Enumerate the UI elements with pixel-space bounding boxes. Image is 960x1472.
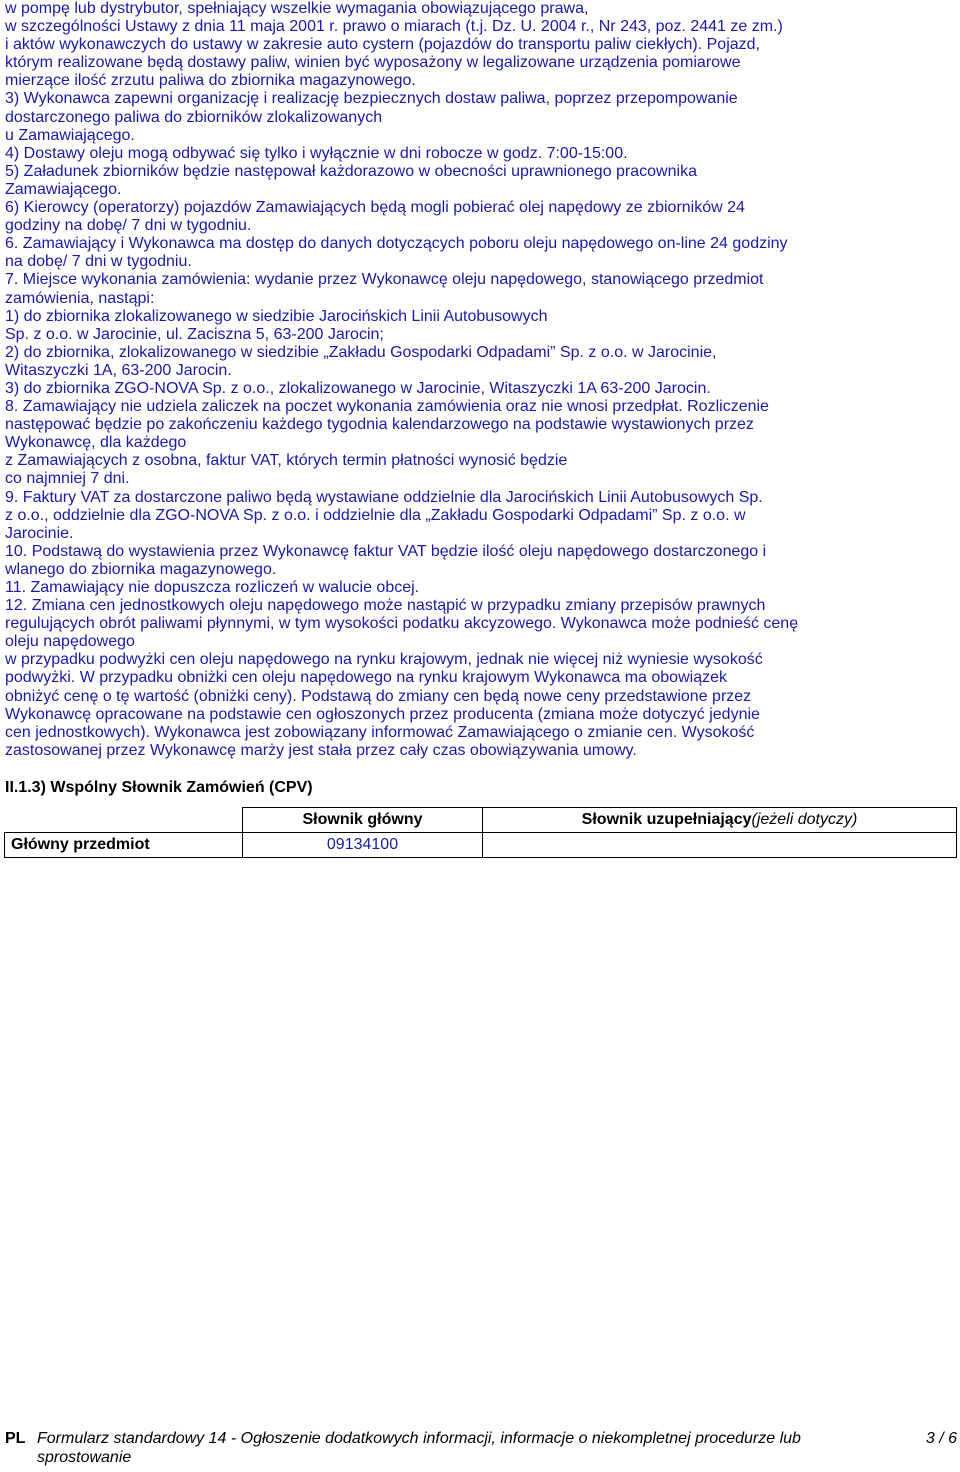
cpv-table-corner [5,808,243,833]
body-text-line: Witaszyczki 1A, 63-200 Jarocin. [5,361,232,379]
body-text-line: 7. Miejsce wykonania zamówienia: wydanie przez Wykonawcę oleju napędowego, stanowiącego przedmiot [5,271,764,289]
body-text-line: następować będzie po zakończeniu każdego tygodnia kalendarzowego na podstawie wystawionych przez [5,416,754,434]
cpv-header-main-dictionary: Słownik główny [243,808,483,833]
footer-page-number: 3 / 6 [925,1430,957,1447]
cpv-main-code: 09134100 [243,833,483,858]
body-text-line: z o.o., oddzielnie dla ZGO-NOVA Sp. z o.o. i oddzielnie dla „Zakładu Gospodarki Odpadami” Sp. z o.o. w [5,506,746,524]
body-text-line: godziny na dobę/ 7 dni w tygodniu. [5,217,252,235]
body-text-line: zastosowanej przez Wykonawcę marży jest stała przez cały czas obowiązywania umowy. [5,741,637,759]
body-text-line: i aktów wykonawczych do ustawy w zakresie auto cystern (pojazdów do transportu paliw ciekłych). Pojazd, [5,36,760,54]
body-text-line: w pompę lub dystrybutor, spełniający wszelkie wymagania obowiązującego prawa, [5,0,589,17]
body-text-line: 2) do zbiornika, zlokalizowanego w siedzibie „Zakładu Gospodarki Odpadami” Sp. z o.o. w Jarocinie, [5,343,717,361]
body-text-line: 10. Podstawą do wystawienia przez Wykonawcę faktur VAT będzie ilość oleju napędowego dostarczonego i [5,542,767,560]
body-text-line: wlanego do zbiornika magazynowego. [5,560,277,578]
cpv-header-supp-label: Słownik uzupełniający [581,811,752,828]
body-text-line: 1) do zbiornika zlokalizowanego w siedzibie Jarocińskich Linii Autobusowych [5,307,548,325]
body-text-line: z Zamawiających z osobna, faktur VAT, których termin płatności wynosić będzie [5,452,568,470]
body-text-line: zamówienia, nastąpi: [5,289,155,307]
body-text-line: cen jednostkowych). Wykonawca jest zobowiązany informować Zamawiającego o zmianie cen. Wysokość [5,723,755,741]
body-text-line: co najmniej 7 dni. [5,470,130,488]
body-text-line: 9. Faktury VAT za dostarczone paliwo będą wystawiane oddzielnie dla Jarocińskich Linii Autobusowych Sp. [5,488,763,506]
body-text-line: w szczególności Ustawy z dnia 11 maja 2001 r. prawo o miarach (t.j. Dz. U. 2004 r., Nr 243, poz. 2441 ze zm.) [5,18,783,36]
body-text-line: Jarocinie. [5,524,74,542]
footer-language-code: PL [5,1430,26,1447]
body-text-line: dostarczonego paliwa do zbiorników zlokalizowanych [5,108,383,126]
body-text-line: 5) Załadunek zbiorników będzie następował każdorazowo w obecności uprawnionego pracownika [5,162,697,180]
cpv-table-row [5,833,957,858]
body-text-line: regulujących obrót paliwami płynnymi, w tym wysokości podatku akcyzowego. Wykonawca może podnieść cenę [5,615,799,633]
cpv-supp-code [483,833,957,858]
body-text-line: Wykonawcę opracowane na podstawie cen ogłoszonych przez producenta (zmiana może dotyczyć jedynie [5,705,760,723]
body-text-line: oleju napędowego [5,633,135,651]
body-text-line: u Zamawiającego. [5,126,135,144]
body-text-line: 11. Zamawiający nie dopuszcza rozliczeń w walucie obcej. [5,579,420,596]
body-text-line: w przypadku podwyżki cen oleju napędowego na rynku krajowym, jednak nie więcej niż wyniesie wysokość [5,651,763,669]
body-text-line: 4) Dostawy oleju mogą odbywać się tylko i wyłącznie w dni robocze w godz. 7:00-15:00. [5,144,628,162]
body-text-line: 6) Kierowcy (operatorzy) pojazdów Zamawiających będą mogli pobierać olej napędowy ze zbiorników 24 [5,199,745,217]
body-text-line: Wykonawcę, dla każdego [5,434,187,452]
body-text-line: 8. Zamawiający nie udziela zaliczek na poczet wykonania zamówienia oraz nie wnosi przedpłat. Rozliczenie [5,398,769,416]
cpv-row-label: Główny przedmiot [5,833,243,858]
cpv-header-supplementary-dictionary [483,808,957,833]
body-text-line: 6. Zamawiający i Wykonawca ma dostęp do danych dotyczących poboru oleju napędowego on-line 24 godziny [5,235,788,253]
body-text-line: 12. Zmiana cen jednostkowych oleju napędowego może nastąpić w przypadku zmiany przepisów prawnych [5,597,766,615]
notice-body-text [5,0,957,760]
body-text-line: Zamawiającego. [5,180,122,198]
body-text-line: na dobę/ 7 dni w tygodniu. [5,253,192,271]
body-text-line: którym realizowane będą dostawy paliw, winien być wyposażony w legalizowane urządzenia pomiarowe [5,54,741,72]
cpv-table-header-row [5,808,957,833]
footer-form-title: Formularz standardowy 14 - Ogłoszenie dodatkowych informacji, informacje o niekompletnej procedurze lub sprostowanie [37,1430,801,1466]
body-text-line: mierzące ilość zrzutu paliwa do zbiornika magazynowego. [5,72,416,90]
body-text-line: Sp. z o.o. w Jarocinie, ul. Zaciszna 5, 63-200 Jarocin; [5,325,384,343]
section-heading-cpv: II.1.3) Wspólny Słownik Zamówień (CPV) [5,779,313,796]
body-text-line: obniżyć cenę o tę wartość (obniżki ceny). Podstawą do zmiany cen będą nowe ceny przedstawione przez [5,687,752,705]
cpv-table [4,807,957,858]
body-text-line: podwyżki. W przypadku obniżki cen oleju napędowego na rynku krajowym Wykonawca ma obowiązek [5,669,727,687]
cpv-header-supp-note: (jeżeli dotyczy) [751,811,858,828]
body-text-line: 3) Wykonawca zapewni organizację i realizację bezpiecznych dostaw paliwa, poprzez przepompowanie [5,90,738,108]
body-text-line: 3) do zbiornika ZGO-NOVA Sp. z o.o., zlokalizowanego w Jarocinie, Witaszyczki 1A 63-200 Jarocin. [5,379,711,397]
